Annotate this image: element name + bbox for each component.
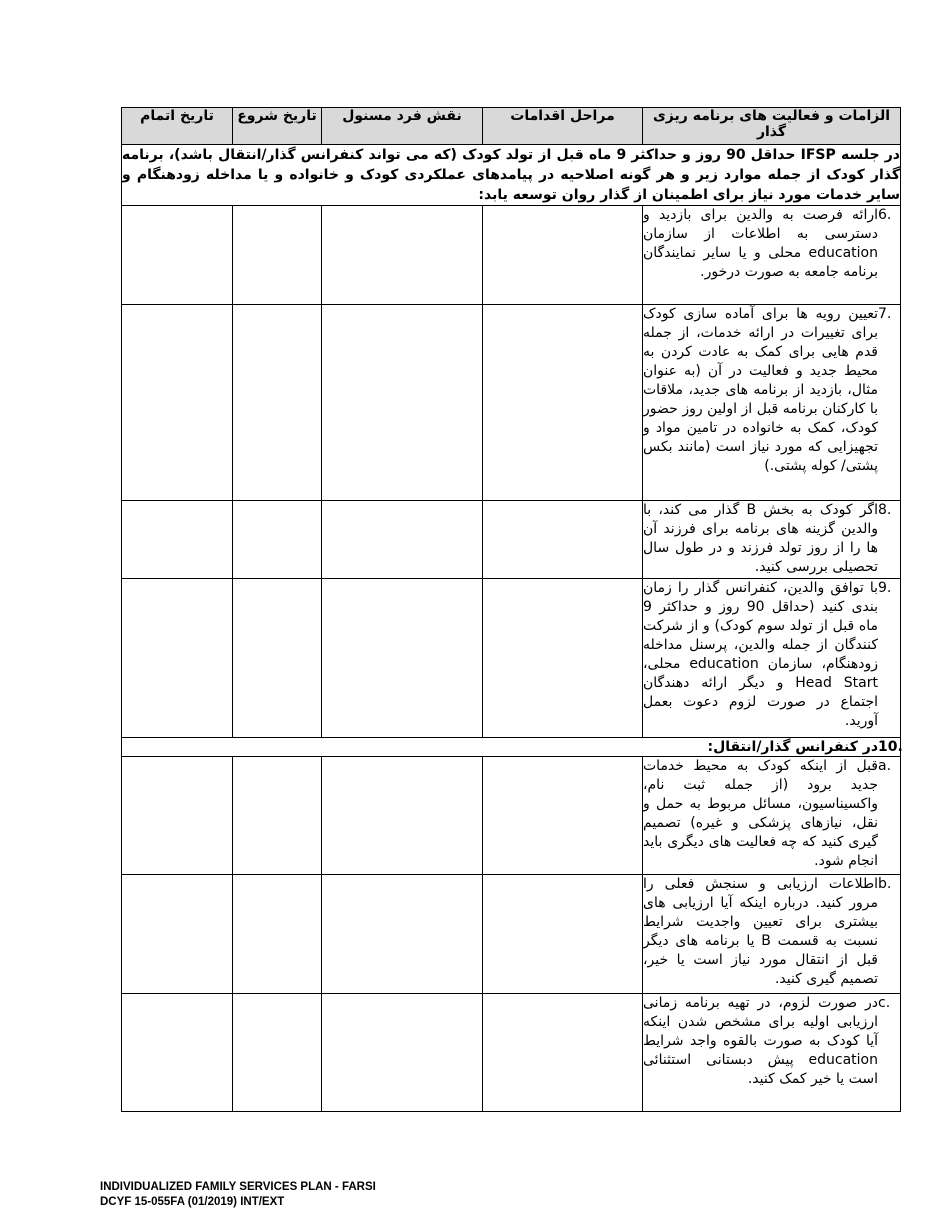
end-date-cell[interactable]: [122, 757, 233, 875]
item-text: اگر کودک به بخش B گذار می کند، با والدین گزینه های برنامه برای فرزند آن ها را از روز تولد فرزند و در طول سال تحصیلی بررسی کنید.: [643, 502, 878, 575]
role-cell[interactable]: [322, 994, 483, 1112]
end-date-cell[interactable]: [122, 579, 233, 738]
steps-cell[interactable]: [483, 875, 643, 994]
start-date-cell[interactable]: [233, 579, 322, 738]
item-text: ارائه فرصت به والدین برای بازدید و دسترسی به اطلاعات از سازمان education محلی و یا سایر نمایندگان برنامه جامعه به صورت درخور.: [643, 207, 878, 280]
page-footer: [100, 1180, 376, 1210]
item-number: 8.: [878, 502, 892, 518]
requirement-cell: [643, 206, 901, 305]
role-cell[interactable]: [322, 501, 483, 579]
end-date-cell[interactable]: [122, 994, 233, 1112]
start-date-cell[interactable]: [233, 757, 322, 875]
item-letter: a.: [878, 758, 892, 774]
table-row: [122, 305, 901, 501]
header-end-date: تاریخ اتمام: [122, 108, 233, 145]
table-row: [122, 875, 901, 994]
form-title: INDIVIDUALIZED FAMILY SERVICES PLAN - FARSI: [100, 1181, 376, 1193]
item-text: اطلاعات ارزیابی و سنجش فعلی را مرور کنید. درباره اینکه آیا ارزیابی های بیشتری برای تعیین واجدیت شرایط نسبت به قسمت B یا برنامه های دیگر قبل از انتقال مورد نیاز است یا خیر، تصمیم گیری کنید.: [643, 876, 878, 987]
section-title: در کنفرانس گذار/انتقال:: [707, 739, 878, 755]
steps-cell[interactable]: [483, 579, 643, 738]
item-text: تعیین رویه ها برای آماده سازی کودک برای تغییرات در ارائه خدمات، از جمله قدم هایی برای کمک به عادت کردن به محیط جدید و فعالیت در آن (به عنوان مثال، بازدید از برنامه های جدید، ملاقات با کارکنان برنامه قبل از اولین روز حضور کودک، کمک به خانواده در تامین مواد و تجهیزایی که مورد نیاز است (مانند بکس پشتی/ کوله پشتی.): [643, 306, 878, 474]
requirement-cell: [643, 501, 901, 579]
steps-cell[interactable]: [483, 994, 643, 1112]
requirement-cell: [643, 305, 901, 501]
item-text: قبل از اینکه کودک به محیط خدمات جدید برود (از جمله ثبت نام، واکسیناسیون، مسائل مربوط به حمل و نقل، نیازهای پزشکی و غیره) تصمیم گیری کنید که چه فعالیت های دیگری باید انجام شود.: [643, 758, 878, 869]
end-date-cell[interactable]: [122, 305, 233, 501]
item-letter: b.: [878, 876, 892, 892]
header-steps: مراحل اقدامات: [483, 108, 643, 145]
end-date-cell[interactable]: [122, 501, 233, 579]
table-row: [122, 501, 901, 579]
intro-row: [122, 145, 901, 206]
item-text: در صورت لزوم، در تهیه برنامه زمانی ارزیابی اولیه برای مشخص شدن اینکه آیا کودک به صورت بالقوه واجد شرایط education پیش دبستانی استثنائی است یا خیر کمک کنید.: [643, 995, 878, 1087]
start-date-cell[interactable]: [233, 305, 322, 501]
start-date-cell[interactable]: [233, 501, 322, 579]
item-number: 7.: [878, 306, 892, 322]
role-cell[interactable]: [322, 305, 483, 501]
start-date-cell[interactable]: [233, 994, 322, 1112]
steps-cell[interactable]: [483, 206, 643, 305]
requirement-cell: [643, 994, 901, 1112]
role-cell[interactable]: [322, 875, 483, 994]
header-row: [122, 108, 901, 145]
section-row: [122, 738, 901, 757]
table-row: [122, 206, 901, 305]
end-date-cell[interactable]: [122, 206, 233, 305]
item-letter: c.: [878, 995, 891, 1011]
requirement-cell: [643, 875, 901, 994]
role-cell[interactable]: [322, 206, 483, 305]
steps-cell[interactable]: [483, 757, 643, 875]
start-date-cell[interactable]: [233, 206, 322, 305]
requirement-cell: [643, 757, 901, 875]
role-cell[interactable]: [322, 757, 483, 875]
requirement-cell: [643, 579, 901, 738]
header-responsible-role: نقش فرد مسنول: [322, 108, 483, 145]
item-text: با توافق والدین، کنفرانس گذار را زمان بندی کنید (حداقل 90 روز و حداکثر 9 ماه قبل از تولد سوم کودک) و از شرکت کنندگان از جمله والدین، پرسنل مداخله زودهنگام، سازمان education محلی، Head Start و دیگر ارائه دهندگان اجتماع در صورت لزوم دعوت بعمل آورید.: [643, 580, 879, 729]
table-row: [122, 757, 901, 875]
table-row: [122, 994, 901, 1112]
start-date-cell[interactable]: [233, 875, 322, 994]
table-row: [122, 579, 901, 738]
intro-text: در جلسه IFSP حداقل 90 روز و حداکثر 9 ماه قبل از تولد کودک (که می تواند کنفرانس گذار/انتقال باشد)، برنامه گذار کودک از جمله موارد زیر و هر گونه اصلاحیه در پیامدهای عملکردی کودک و خانواده و یا مداخله زودهنگام و سایر خدمات مورد نیاز برای اطمینان از گذار روان توسعه یابد:: [122, 145, 901, 206]
form-number: DCYF 15-055FA (01/2019) INT/EXT: [100, 1196, 285, 1208]
section-number: 10.: [878, 739, 903, 755]
item-number: 6.: [878, 207, 892, 223]
item-number: 9.: [878, 580, 892, 596]
header-requirements: الزامات و فعالیت های برنامه ریزی گذار: [643, 108, 901, 145]
steps-cell[interactable]: [483, 305, 643, 501]
header-start-date: تاریخ شروع: [233, 108, 322, 145]
transition-plan-table: [121, 107, 901, 1112]
end-date-cell[interactable]: [122, 875, 233, 994]
section-10-heading: [122, 738, 901, 757]
role-cell[interactable]: [322, 579, 483, 738]
steps-cell[interactable]: [483, 501, 643, 579]
